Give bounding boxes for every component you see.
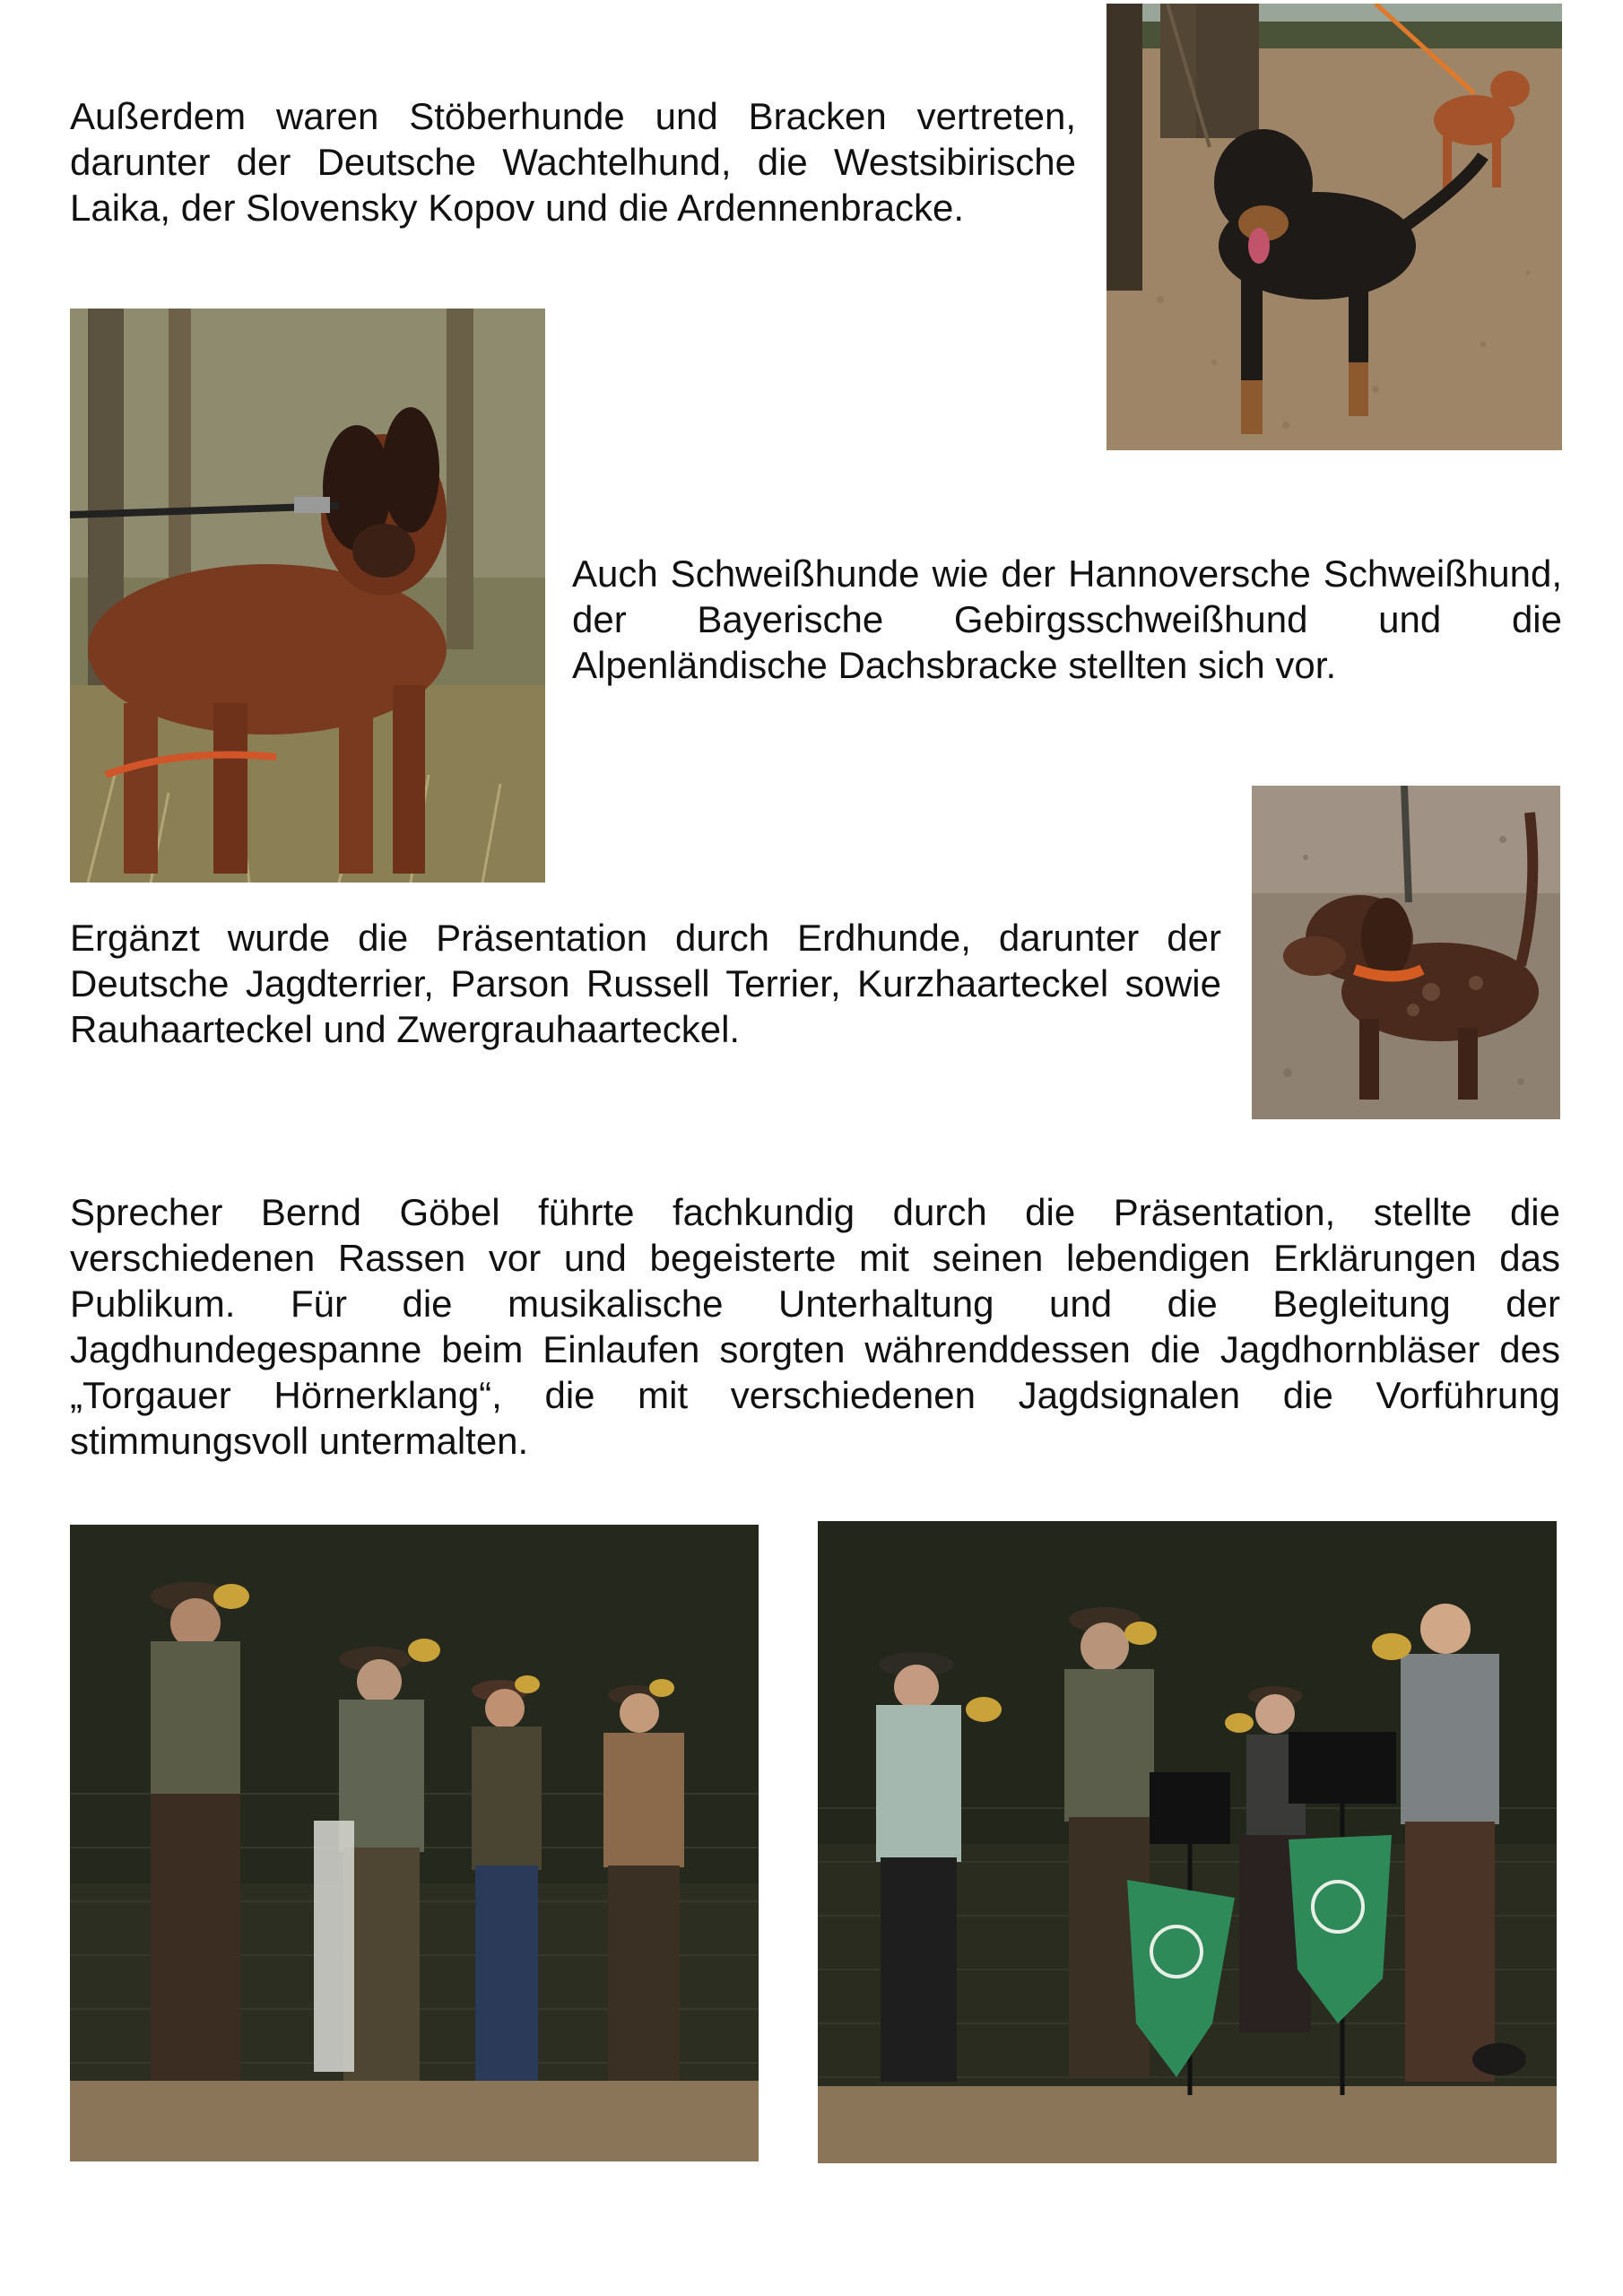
paragraph-stoeberhunde: Außerdem waren Stöberhunde und Bracken vertreten, darunter der Deutsche Wachtelhund, die Westsibirische Laika, der Slovensky Kopov und die Ardennenbracke. [70,95,1076,229]
photo-hound-on-field [1107,4,1562,450]
photo-horn-players-left [70,1525,759,2161]
paragraph-schweisshunde: Auch Schweißhunde wie der Hannoversche Schweißhund, der Bayerische Gebirgsschweißhund und die Alpenländische Dachsbracke stellten sich vor. [572,552,1562,686]
paragraph-erdhunde: Ergänzt wurde die Präsentation durch Erdhunde, darunter der Deutsche Jagdterrier, Parson Russell Terrier, Kurzhaarteckel sowie Rauhaarteckel und Zwergrauhaarteckel. [70,917,1221,1050]
photo-horn-players-right [818,1521,1557,2163]
paragraph-sprecher: Sprecher Bernd Göbel führte fachkundig durch die Präsentation, stellte die verschiedenen Rassen vor und begeisterte mit seinen lebendigen Erklärungen das Publikum. Für die musikalische Unterhaltung und die Begleitung der Jagdhundegespanne beim Einlaufen sorgten währenddessen die Jagdhornbläser des „Torgauer Hörnerklang“, die mit verschiedenen Jagdsignalen die Vorführung stimmungsvoll untermalten. [70,1191,1560,1462]
photo-dachshund [1252,786,1560,1119]
photo-mountain-hound [70,309,545,883]
